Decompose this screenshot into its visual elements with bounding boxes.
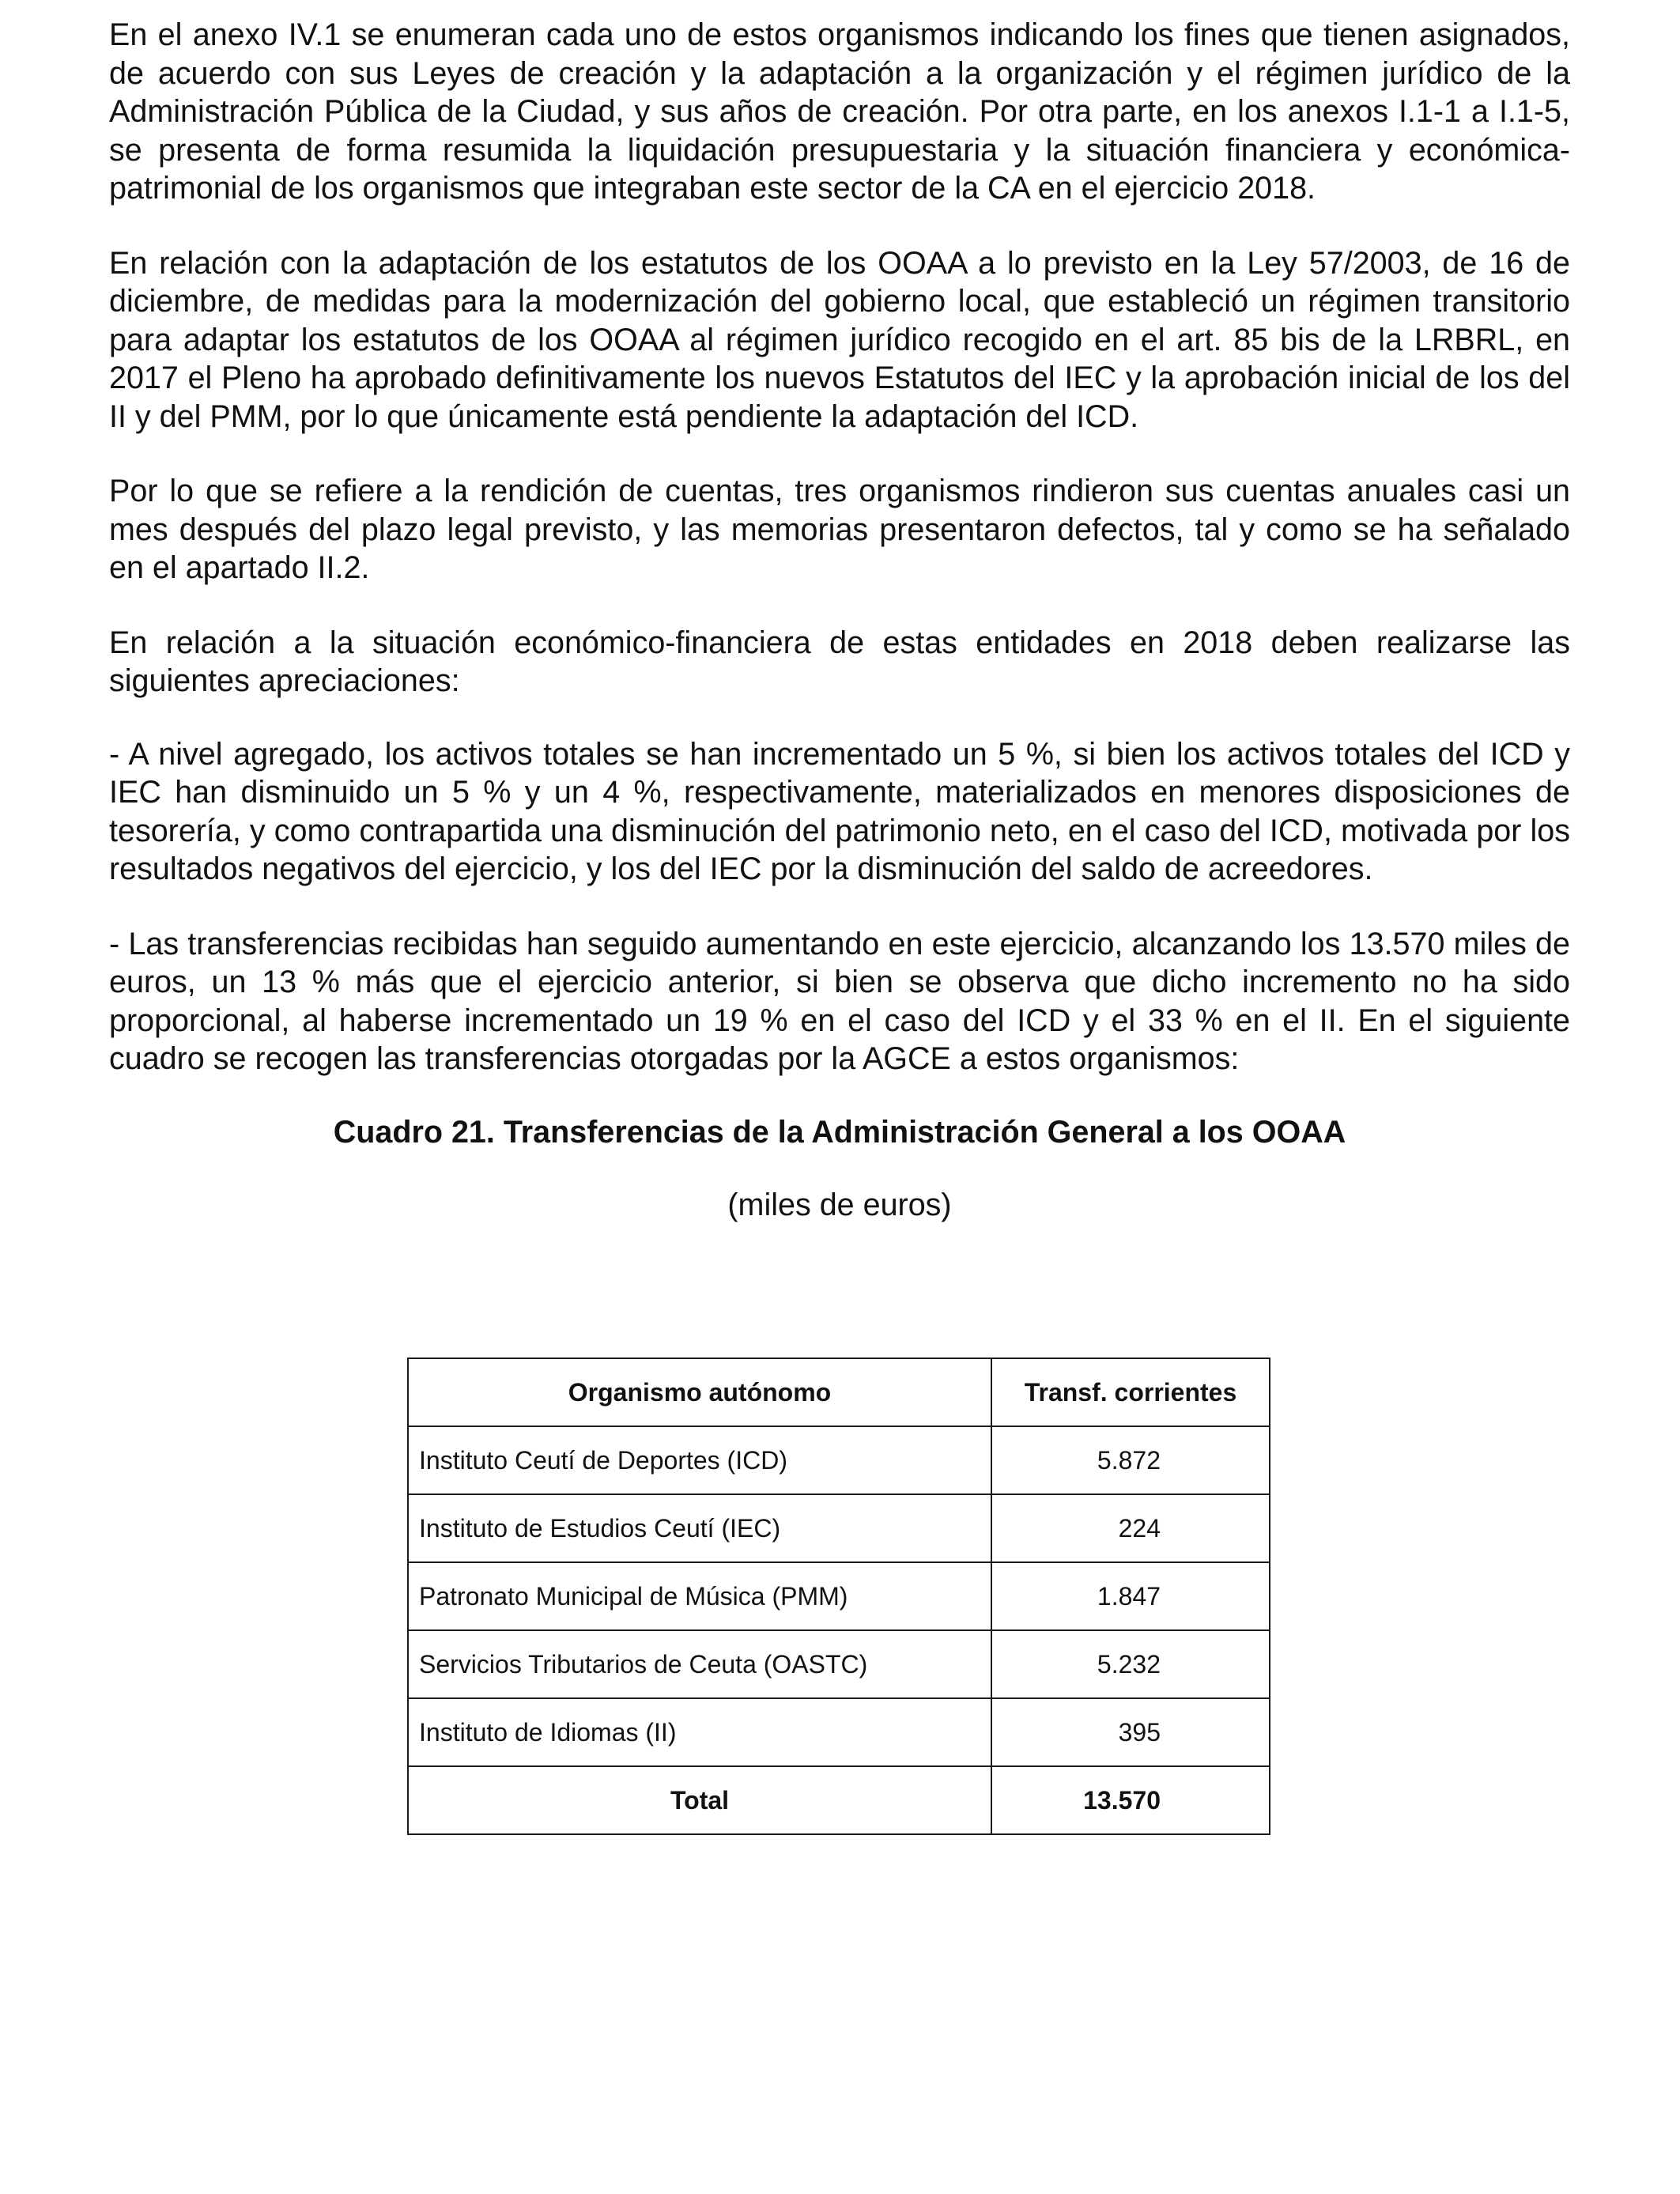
table-caption: Cuadro 21. Transferencias de la Administración General a los OOAA (333, 1114, 1346, 1150)
row-organismo: Instituto de Idiomas (II) (408, 1698, 991, 1766)
row-organismo: Instituto de Estudios Ceutí (IEC) (408, 1494, 991, 1562)
transfers-table (407, 1358, 1270, 1835)
table-units: (miles de euros) (727, 1187, 952, 1222)
document-page (109, 16, 1570, 1241)
row-valor: 1.847 (991, 1562, 1270, 1630)
paragraph-financial-intro: En relación a la situación económico-financiera de estas entidades en 2018 deben realizarse las siguientes apreciaciones: (109, 625, 1570, 698)
table-row (408, 1494, 1270, 1562)
table-row (408, 1562, 1270, 1630)
table-total-row (408, 1766, 1270, 1834)
table-row (408, 1698, 1270, 1766)
total-valor: 13.570 (991, 1766, 1270, 1834)
paragraph-transfers: - Las transferencias recibidas han seguido aumentando en este ejercicio, alcanzando los 13.570 miles de euros, un 13 % más que el ejercicio anterior, si bien se observa que dicho incremento no ha sido proporcional, al haberse incrementado un 19 % en el caso del ICD y el 33 % en el II. En el siguiente cuadro se recogen las transferencias otorgadas por la AGCE a estos organismos: (109, 926, 1570, 1076)
table-row (408, 1426, 1270, 1494)
table-row (408, 1630, 1270, 1698)
total-label: Total (408, 1766, 991, 1834)
paragraph-accounts: Por lo que se refiere a la rendición de cuentas, tres organismos rindieron sus cuentas anuales casi un mes después del plazo legal previsto, y las memorias presentaron defectos, tal y como se ha señalado en el apartado II.2. (109, 474, 1570, 585)
paragraph-statutes: En relación con la adaptación de los estatutos de los OOAA a lo previsto en la Ley 57/2003, de 16 de diciembre, de medidas para la modernización del gobierno local, que estableció un régimen transitorio para adaptar los estatutos de los OOAA al régimen jurídico recogido en el art. 85 bis de la LRBRL, en 2017 el Pleno ha aprobado definitivamente los nuevos Estatutos del IEC y la aprobación inicial de los del II y del PMM, por lo que únicamente está pendiente la adaptación del ICD. (109, 245, 1570, 434)
row-valor: 5.232 (991, 1630, 1270, 1698)
paragraph-annex: En el anexo IV.1 se enumeran cada uno de estos organismos indicando los fines que tienen asignados, de acuerdo con sus Leyes de creación y la adaptación a la organización y el régimen jurídico de la Administración Pública de la Ciudad, y sus años de creación. Por otra parte, en los anexos I.1-1 a I.1-5, se presenta de forma resumida la liquidación presupuestaria y la situación financiera y económica-patrimonial de los organismos que integraban este sector de la CA en el ejercicio 2018. (109, 17, 1570, 206)
row-valor: 224 (991, 1494, 1270, 1562)
table-header-row (408, 1358, 1270, 1426)
paragraph-assets: - A nivel agregado, los activos totales se han incrementado un 5 %, si bien los activos totales del ICD y IEC han disminuido un 5 % y un 4 %, respectivamente, materializados en menores disposiciones de tesorería, y como contrapartida una disminución del patrimonio neto, en el caso del ICD, motivada por los resultados negativos del ejercicio, y los del IEC por la disminución del saldo de acreedores. (109, 736, 1570, 886)
header-transferencias: Transf. corrientes (991, 1358, 1270, 1426)
row-organismo: Servicios Tributarios de Ceuta (OASTC) (408, 1630, 991, 1698)
row-organismo: Patronato Municipal de Música (PMM) (408, 1562, 991, 1630)
row-valor: 395 (991, 1698, 1270, 1766)
row-valor: 5.872 (991, 1426, 1270, 1494)
row-organismo: Instituto Ceutí de Deportes (ICD) (408, 1426, 991, 1494)
header-organismo: Organismo autónomo (408, 1358, 991, 1426)
